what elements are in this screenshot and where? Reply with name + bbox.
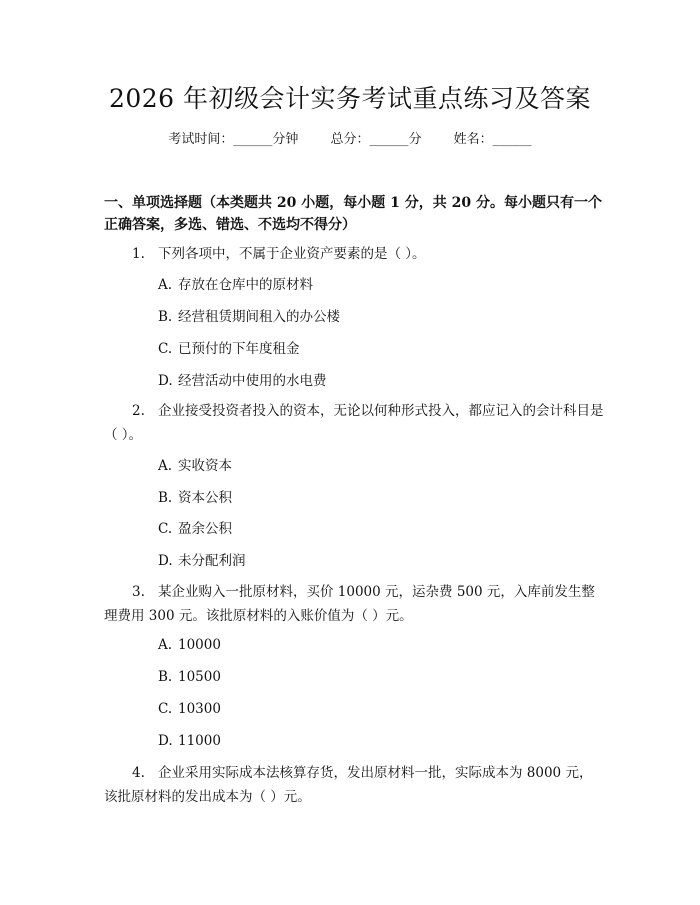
option-letter: B. — [158, 309, 173, 325]
option-2c — [158, 519, 232, 539]
question-text: 某企业购入一批原材料，买价 10000 元，运杂费 500 元，入库前发生整理费用 300 元。该批原材料的入账价值为（ ）元。 — [104, 584, 595, 624]
option-text: 10300 — [178, 701, 221, 717]
option-text: 经营活动中使用的水电费 — [178, 373, 327, 389]
exam-meta — [0, 131, 700, 149]
option-letter: A. — [158, 637, 173, 653]
option-2d — [158, 551, 246, 571]
question-text: 下列各项中，不属于企业资产要素的是（ ）。 — [158, 246, 426, 262]
option-1a — [158, 275, 313, 295]
option-3d — [158, 731, 221, 751]
option-text: 10000 — [178, 637, 221, 653]
question-text: 企业接受投资者投入的资本，无论以何种形式投入，都应记入的会计科目是（ ）。 — [104, 403, 604, 443]
option-2a — [158, 456, 232, 476]
option-letter: C. — [158, 521, 173, 537]
option-1b — [158, 307, 340, 327]
option-text: 未分配利润 — [178, 553, 246, 569]
question-number: 3. — [132, 584, 145, 600]
option-text: 盈余公积 — [178, 521, 232, 537]
option-text: 11000 — [178, 733, 221, 749]
option-1c — [158, 339, 300, 359]
option-text: 资本公积 — [178, 490, 232, 506]
option-3b — [158, 667, 221, 687]
option-text: 实收资本 — [178, 458, 232, 474]
option-letter: B. — [158, 490, 173, 506]
option-text: 10500 — [178, 669, 221, 685]
section-heading: 一、单项选择题（本类题共 20 小题，每小题 1 分，共 20 分。每小题只有一个正确答案，多选、错选、不选均不得分） — [104, 195, 602, 233]
option-letter: B. — [158, 669, 173, 685]
document-title: 2026 年初级会计实务考试重点练习及答案 — [108, 84, 592, 113]
option-letter: D. — [158, 373, 173, 389]
question-number: 2. — [132, 403, 145, 419]
option-letter: C. — [158, 701, 173, 717]
option-letter: D. — [158, 733, 173, 749]
question-number: 1. — [132, 246, 145, 262]
option-1d — [158, 371, 327, 391]
option-2b — [158, 488, 232, 508]
question-text: 企业采用实际成本法核算存货，发出原材料一批，实际成本为 8000 元，该批原材料的发出成本为（ ）元。 — [104, 765, 593, 805]
exam-time-field: 考试时间：______分钟 — [168, 132, 299, 147]
option-text: 存放在仓库中的原材料 — [178, 277, 313, 293]
option-text: 经营租赁期间租入的办公楼 — [178, 309, 340, 325]
option-text: 已预付的下年度租金 — [178, 341, 300, 357]
question-1 — [104, 242, 604, 266]
option-letter: D. — [158, 553, 173, 569]
total-score-field: 总分：______分 — [330, 132, 422, 147]
option-3a — [158, 635, 221, 655]
question-number: 4. — [132, 765, 145, 781]
option-3c — [158, 699, 221, 719]
option-letter: C. — [158, 341, 173, 357]
question-2 — [104, 399, 604, 447]
option-letter: A. — [158, 277, 173, 293]
question-4 — [104, 761, 604, 809]
name-field: 姓名：______ — [453, 132, 532, 147]
option-letter: A. — [158, 458, 173, 474]
question-3 — [104, 580, 604, 628]
